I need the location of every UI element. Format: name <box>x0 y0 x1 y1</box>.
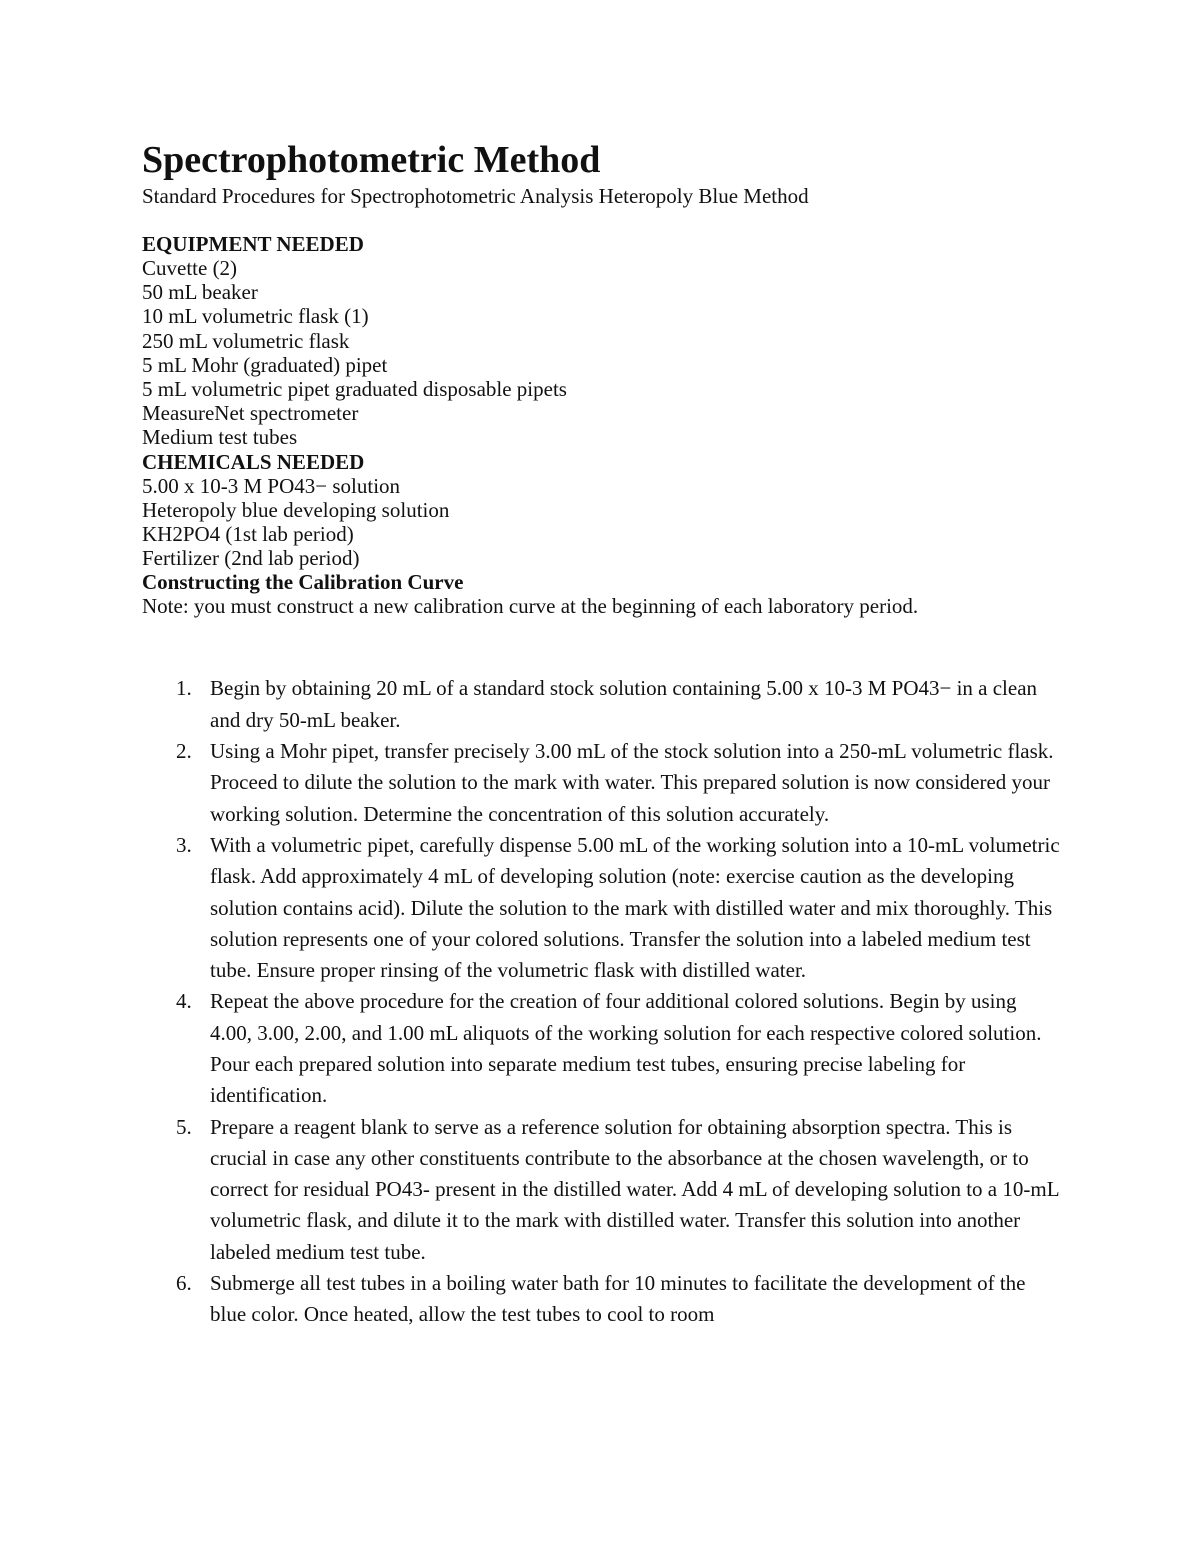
chemical-item: KH2PO4 (1st lab period) <box>142 522 354 547</box>
procedure-step <box>142 673 1062 736</box>
document-page <box>142 136 1062 1331</box>
procedure-step <box>142 736 1062 830</box>
chemical-item: Heteropoly blue developing solution <box>142 497 450 522</box>
step-number: 1. <box>176 676 192 701</box>
chemicals-list <box>142 474 1062 571</box>
chemicals-heading: CHEMICALS NEEDED <box>142 449 365 474</box>
calibration-note: Note: you must construct a new calibration curve at the beginning of each laboratory period. <box>142 594 919 619</box>
equipment-item: 5 mL volumetric pipet graduated disposable pipets <box>142 377 567 402</box>
procedure-step <box>142 830 1062 986</box>
equipment-heading: EQUIPMENT NEEDED <box>142 232 364 256</box>
step-number: 6. <box>176 1271 192 1296</box>
equipment-item: Medium test tubes <box>142 425 298 450</box>
procedure-step <box>142 1112 1062 1268</box>
step-text: Using a Mohr pipet, transfer precisely 3.00 mL of the stock solution into a 250-mL volumetric flask. Proceed to dilute the solution to the mark with water. This prepared solution is now considered your working solution. Determine the concentration of this solution accurately. <box>210 739 1054 826</box>
step-text: Begin by obtaining 20 mL of a standard stock solution containing 5.00 x 10-3 M PO43− in a clean and dry 50-mL beaker. <box>210 676 1038 732</box>
step-text: Repeat the above procedure for the creation of four additional colored solutions. Begin by using 4.00, 3.00, 2.00, and 1.00 mL aliquots of the working solution for each respective colored solution. Pour each prepared solution into separate medium test tubes, ensuring precise labeling for identification. <box>210 989 1042 1108</box>
chemical-item: Fertilizer (2nd lab period) <box>142 546 360 571</box>
step-text: Prepare a reagent blank to serve as a reference solution for obtaining absorption spectra. This is crucial in case any other constituents contribute to the absorbance at the chosen wavelength, or to correct for residual PO43- present in the distilled water. Add 4 mL of developing solution to a 10-mL volumetric flask, and dilute it to the mark with distilled water. Transfer this solution into another labeled medium test tube. <box>210 1114 1059 1264</box>
step-text: With a volumetric pipet, carefully dispense 5.00 mL of the working solution into a 10-mL volumetric flask. Add approximately 4 mL of developing solution (note: exercise caution as the developing solution contains acid). Dilute the solution to the mark with distilled water and mix thoroughly. This solution represents one of your colored solutions. Transfer the solution into a labeled medium test tube. Ensure proper rinsing of the volumetric flask with distilled water. <box>210 832 1060 983</box>
page-title: Spectrophotometric Method <box>142 139 601 181</box>
chemical-item: 5.00 x 10-3 M PO43− solution <box>142 473 401 498</box>
equipment-list <box>142 256 1062 450</box>
procedure-step <box>142 1268 1062 1331</box>
step-number: 5. <box>176 1114 192 1139</box>
step-text: Submerge all test tubes in a boiling water bath for 10 minutes to facilitate the development of the blue color. Once heated, allow the test tubes to cool to room <box>210 1271 1026 1327</box>
equipment-item: 50 mL beaker <box>142 280 258 305</box>
procedure-steps <box>142 673 1062 1330</box>
step-number: 3. <box>176 832 192 857</box>
equipment-item: MeasureNet spectrometer <box>142 401 359 426</box>
step-number: 2. <box>176 739 192 764</box>
page-subtitle: Standard Procedures for Spectrophotometric Analysis Heteropoly Blue Method <box>142 184 809 208</box>
procedure-step <box>142 986 1062 1111</box>
calibration-heading: Constructing the Calibration Curve <box>142 570 464 595</box>
equipment-item: 5 mL Mohr (graduated) pipet <box>142 352 388 377</box>
equipment-item: 10 mL volumetric flask (1) <box>142 304 369 329</box>
step-number: 4. <box>176 989 192 1014</box>
equipment-item: 250 mL volumetric flask <box>142 328 350 353</box>
equipment-item: Cuvette (2) <box>142 256 238 280</box>
